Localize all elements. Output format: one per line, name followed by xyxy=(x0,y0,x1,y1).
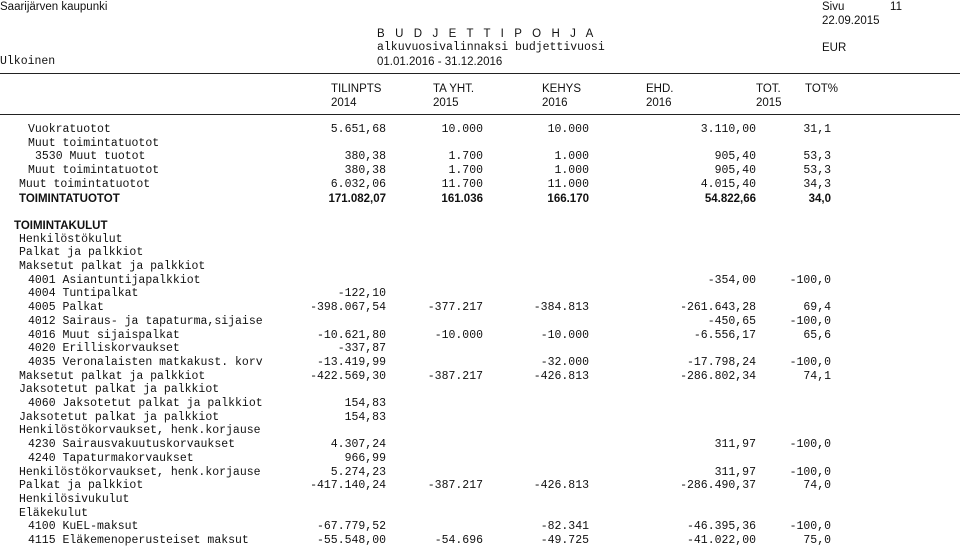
col-header-year: 2015 xyxy=(756,97,782,109)
value-ehd-2016: 166.170 xyxy=(547,192,589,205)
table-row xyxy=(0,246,960,260)
table-row xyxy=(0,479,960,493)
value-tot-2015: -354,00 xyxy=(707,273,756,287)
table-row xyxy=(0,123,960,137)
value-tilinpts-2014: -55.548,00 xyxy=(316,534,386,547)
value-tot-2015: 54.822,66 xyxy=(704,192,756,205)
value-tilinpts-2014: -122,10 xyxy=(337,287,386,301)
row-label: Henkilösivukulut xyxy=(19,492,130,506)
row-label: Henkilöstökorvaukset, henk.korjause xyxy=(19,424,261,438)
table-row xyxy=(0,507,960,521)
value-tot-2015: 4.015,40 xyxy=(700,177,756,191)
value-tilinpts-2014: 154,83 xyxy=(344,397,386,410)
table-row xyxy=(0,370,960,384)
row-label: 3530 Muut tuotot xyxy=(35,150,146,164)
row-label: Eläkekulut xyxy=(19,506,89,520)
table-row xyxy=(0,424,960,438)
row-label: 4230 Sairausvakuutuskorvaukset xyxy=(28,438,236,452)
value-tot-percent: 34,3 xyxy=(803,177,831,191)
value-tot-2015: 905,40 xyxy=(714,150,756,164)
value-tot-2015: -17.798,24 xyxy=(686,355,756,369)
value-ehd-2016: -426.813 xyxy=(533,479,589,493)
organization-name: Saarijärven kaupunki xyxy=(0,1,108,13)
value-tot-2015: 311,97 xyxy=(714,438,756,452)
table-row xyxy=(0,301,960,315)
row-label: 4005 Palkat xyxy=(28,301,104,315)
table-row xyxy=(0,233,960,247)
row-label: Palkat ja palkkiot xyxy=(19,246,144,260)
value-tot-2015: -46.395,36 xyxy=(686,520,756,534)
table-row xyxy=(0,466,960,480)
row-label: Vuokratuotot xyxy=(28,123,111,136)
value-ta-2015: -54.696 xyxy=(434,534,483,547)
row-label: 4240 Tapaturmakorvaukset xyxy=(28,451,194,465)
table-row xyxy=(0,397,960,411)
table-row xyxy=(0,383,960,397)
table-row xyxy=(0,274,960,288)
value-tilinpts-2014: -337,87 xyxy=(337,342,386,356)
value-tot-2015: -286.802,34 xyxy=(680,369,756,383)
report-period: 01.01.2016 - 31.12.2016 xyxy=(377,56,503,68)
header-divider xyxy=(0,73,960,74)
col-header-year: 2016 xyxy=(542,97,568,109)
row-label: TOIMINTATUOTOT xyxy=(19,192,120,205)
col-header-title: TILINPTS xyxy=(331,83,382,95)
table-row xyxy=(0,192,960,206)
row-label: Henkilöstökulut xyxy=(19,232,123,246)
row-label: Muut toimintatuotot xyxy=(19,177,151,191)
value-tot-2015: 311,97 xyxy=(714,465,756,479)
report-subtitle: alkuvuosivalinnaksi budjettivuosi xyxy=(377,41,605,54)
value-tilinpts-2014: 5.274,23 xyxy=(330,465,386,479)
table-row xyxy=(0,150,960,164)
value-tilinpts-2014: -398.067,54 xyxy=(310,301,386,315)
value-tot-percent: 69,4 xyxy=(803,301,831,315)
value-tilinpts-2014: 154,83 xyxy=(344,410,386,424)
row-label: Maksetut palkat ja palkkiot xyxy=(19,260,206,273)
row-label: Maksetut palkat ja palkkiot xyxy=(19,369,206,383)
value-ehd-2016: 1.000 xyxy=(554,164,589,178)
page-number: 11 xyxy=(890,1,902,13)
report-scope: Ulkoinen xyxy=(0,55,56,68)
table-row xyxy=(0,205,960,219)
table-row xyxy=(0,315,960,329)
table-row xyxy=(0,219,960,233)
value-ehd-2016: -384.813 xyxy=(533,301,589,315)
value-ta-2015: -387.217 xyxy=(427,479,483,493)
value-ehd-2016: -426.813 xyxy=(533,369,589,383)
value-tilinpts-2014: 966,99 xyxy=(344,451,386,465)
value-tilinpts-2014: 6.032,06 xyxy=(330,177,386,191)
table-row xyxy=(0,452,960,466)
value-ehd-2016: -32.000 xyxy=(540,355,589,369)
value-tilinpts-2014: -10.621,80 xyxy=(316,328,386,342)
value-tot-percent: -100,0 xyxy=(789,438,831,452)
table-row xyxy=(0,260,960,274)
table-row xyxy=(0,329,960,343)
row-label: Palkat ja palkkiot xyxy=(19,479,144,493)
value-tot-2015: 3.110,00 xyxy=(700,123,756,136)
value-tot-2015: -6.556,17 xyxy=(693,328,756,342)
value-tot-percent: -100,0 xyxy=(789,520,831,534)
row-label: 4020 Erilliskorvaukset xyxy=(28,342,180,356)
page-label: Sivu xyxy=(822,1,845,13)
row-label: Muut toimintatuotot xyxy=(28,164,160,178)
value-tot-percent: 65,6 xyxy=(803,328,831,342)
row-label: 4100 KuEL-maksut xyxy=(28,520,139,534)
value-tot-percent: -100,0 xyxy=(789,314,831,328)
value-tot-percent: 31,1 xyxy=(803,123,831,136)
value-tot-2015: -286.490,37 xyxy=(680,479,756,493)
value-ta-2015: 11.700 xyxy=(441,177,483,191)
value-ehd-2016: 10.000 xyxy=(547,123,589,136)
table-row xyxy=(0,438,960,452)
value-tot-2015: -450,65 xyxy=(707,314,756,328)
value-ehd-2016: -82.341 xyxy=(540,520,589,534)
col-header-year: 2015 xyxy=(433,97,459,109)
row-label: 4001 Asiantuntijapalkkiot xyxy=(28,273,201,287)
table-row xyxy=(0,493,960,507)
value-tot-percent: 74,1 xyxy=(803,369,831,383)
report-title: B U D J E T T I P O H J A xyxy=(377,28,597,40)
table-row xyxy=(0,178,960,192)
value-tilinpts-2014: -13.419,99 xyxy=(316,355,386,369)
row-label: 4016 Muut sijaispalkat xyxy=(28,328,180,342)
value-ehd-2016: 11.000 xyxy=(547,177,589,191)
currency: EUR xyxy=(822,42,847,54)
value-tilinpts-2014: 380,38 xyxy=(344,164,386,178)
row-label: 4035 Veronalaisten matkakust. korv xyxy=(28,355,263,369)
row-label: 4012 Sairaus- ja tapaturma,sijaise xyxy=(28,314,263,328)
row-label: Muut toimintatuotot xyxy=(28,136,160,150)
value-ta-2015: -10.000 xyxy=(434,328,483,342)
row-label: TOIMINTAKULUT xyxy=(14,219,108,232)
value-tilinpts-2014: 4.307,24 xyxy=(330,438,386,452)
row-label: 4004 Tuntipalkat xyxy=(28,287,139,301)
value-tilinpts-2014: 380,38 xyxy=(344,150,386,164)
value-tilinpts-2014: -417.140,24 xyxy=(310,479,386,493)
value-ta-2015: 161.036 xyxy=(441,192,483,205)
row-label: Henkilöstökorvaukset, henk.korjause xyxy=(19,465,261,479)
report-date: 22.09.2015 xyxy=(822,15,880,27)
col-header-title: KEHYS xyxy=(542,83,581,95)
value-ta-2015: 10.000 xyxy=(441,123,483,136)
value-ehd-2016: -49.725 xyxy=(540,534,589,547)
value-tot-2015: 905,40 xyxy=(714,164,756,178)
value-tilinpts-2014: -67.779,52 xyxy=(316,520,386,534)
col-header-title: TOT% xyxy=(805,83,839,95)
value-tot-percent: 53,3 xyxy=(803,164,831,178)
value-ta-2015: -377.217 xyxy=(427,301,483,315)
value-tilinpts-2014: -422.569,30 xyxy=(310,369,386,383)
value-tot-percent: -100,0 xyxy=(789,465,831,479)
col-header-year: 2016 xyxy=(646,97,672,109)
value-tilinpts-2014: 5.651,68 xyxy=(330,123,386,136)
col-header-title: TA YHT. xyxy=(433,83,475,95)
row-label: Jaksotetut palkat ja palkkiot xyxy=(19,383,220,397)
value-tot-percent: 74,0 xyxy=(803,479,831,493)
table-row xyxy=(0,137,960,151)
table-row xyxy=(0,534,960,548)
value-tot-percent: -100,0 xyxy=(789,273,831,287)
table-row xyxy=(0,342,960,356)
col-header-title: TOT. xyxy=(756,83,781,95)
col-header-year: 2014 xyxy=(331,97,357,109)
table-row xyxy=(0,520,960,534)
row-label: 4060 Jaksotetut palkat ja palkkiot xyxy=(28,397,263,410)
value-tot-percent: 34,0 xyxy=(808,192,831,205)
table-row xyxy=(0,356,960,370)
value-ehd-2016: -10.000 xyxy=(540,328,589,342)
col-header-title: EHD. xyxy=(646,83,674,95)
value-tot-percent: 75,0 xyxy=(803,534,831,547)
value-ta-2015: -387.217 xyxy=(427,369,483,383)
row-label: Jaksotetut palkat ja palkkiot xyxy=(19,410,220,424)
value-ehd-2016: 1.000 xyxy=(554,150,589,164)
value-tot-2015: -41.022,00 xyxy=(686,534,756,547)
value-tilinpts-2014: 171.082,07 xyxy=(328,192,386,205)
table-row xyxy=(0,411,960,425)
table-row xyxy=(0,287,960,301)
value-ta-2015: 1.700 xyxy=(448,150,483,164)
value-tot-percent: -100,0 xyxy=(789,355,831,369)
value-tot-percent: 53,3 xyxy=(803,150,831,164)
value-ta-2015: 1.700 xyxy=(448,164,483,178)
table-row xyxy=(0,164,960,178)
value-tot-2015: -261.643,28 xyxy=(680,301,756,315)
column-header-divider xyxy=(0,114,960,115)
row-label: 4115 Eläkemenoperusteiset maksut xyxy=(28,534,249,547)
